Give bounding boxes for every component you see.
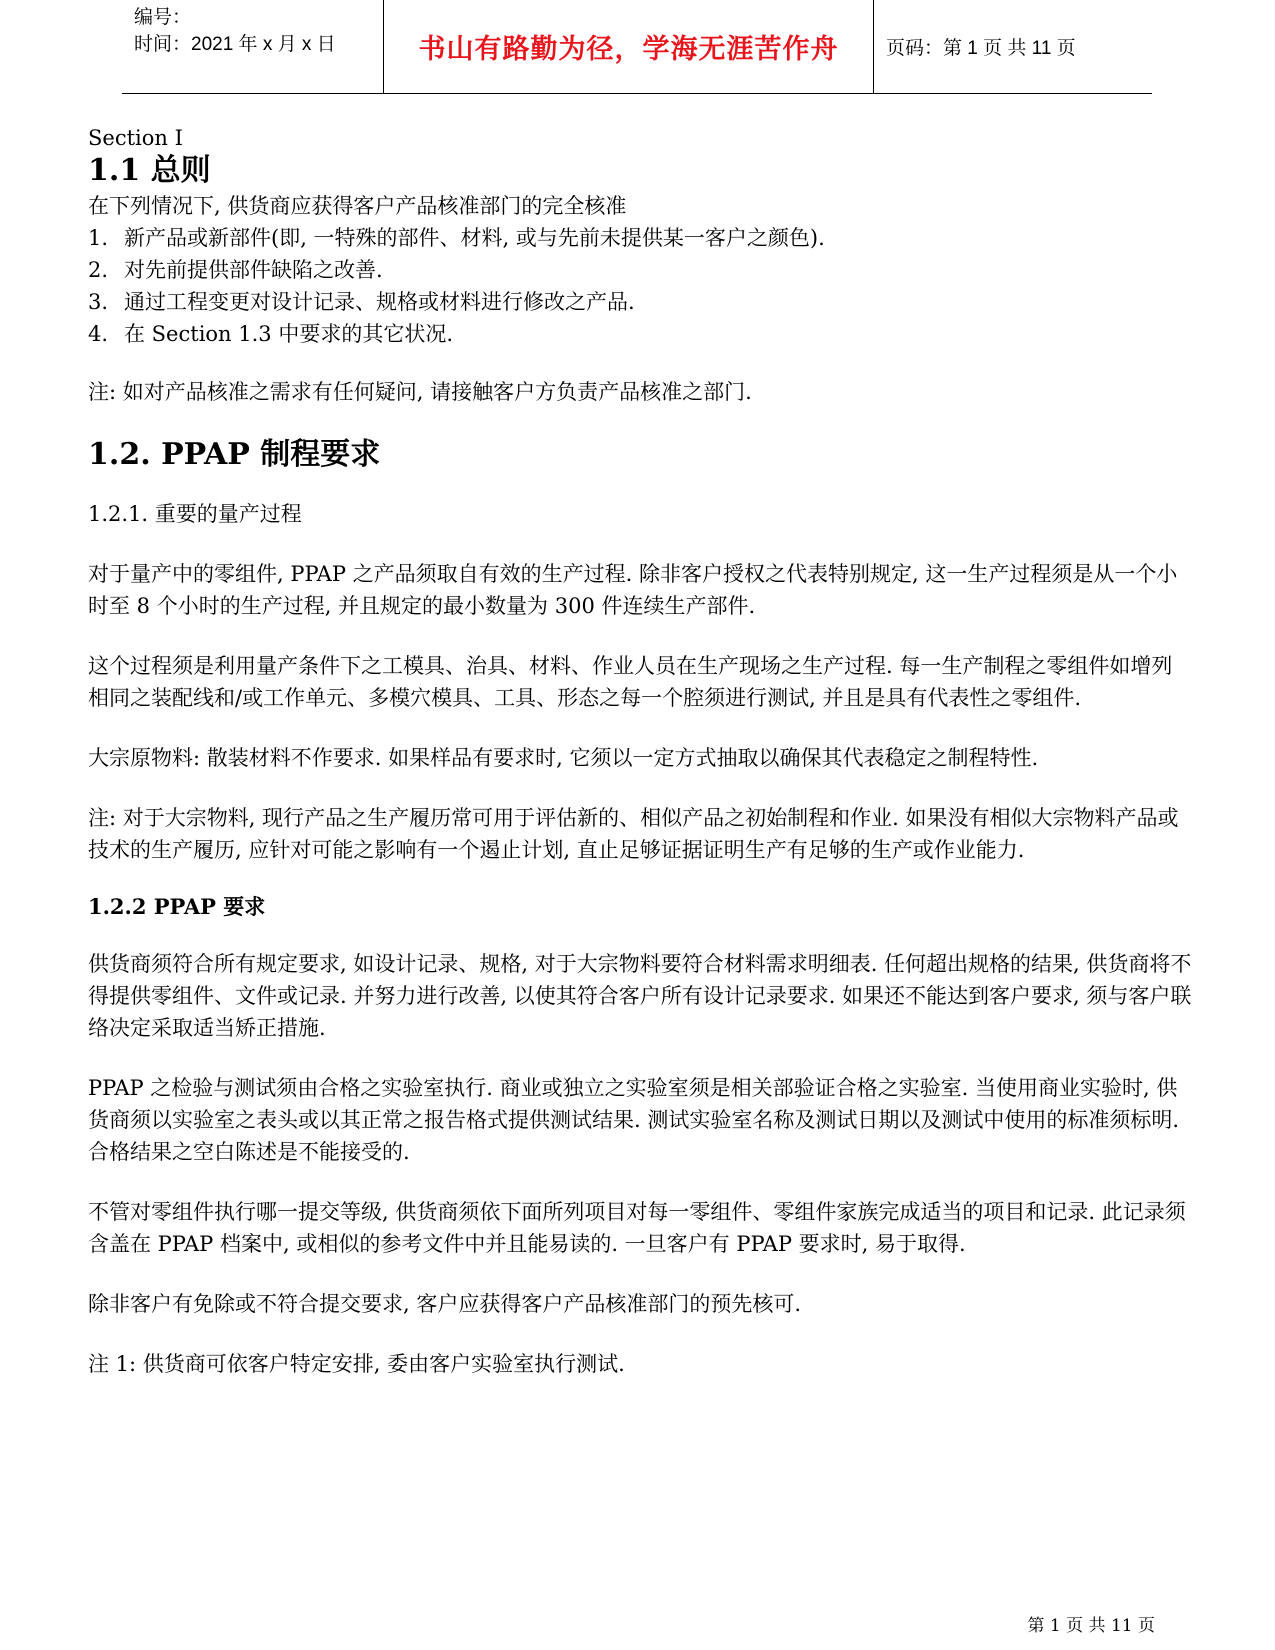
list-item [88, 286, 1193, 318]
page-header [122, 0, 1152, 94]
note-paragraph: 注: 如对产品核准之需求有任何疑问, 请接触客户方负责产品核准之部门. [88, 380, 752, 404]
list-number: 4. [88, 322, 109, 346]
heading-1-2: 1.2. PPAP 制程要求 [88, 437, 381, 472]
document-body [88, 118, 1193, 1380]
list-item [88, 318, 1193, 350]
paragraph: 这个过程须是利用量产条件下之工模具、治具、材料、作业人员在生产现场之生产过程. 每一生产制程之零组件如增列相同之装配线和/或工作单元、多模穴模具、工具、形态之每一个腔须进行测试, 并且是具有代表性之零组件. [88, 654, 1173, 710]
paragraph: PPAP 之检验与测试须由合格之实验室执行. 商业或独立之实验室须是相关部验证合格之实验室. 当使用商业实验时, 供货商须以实验室之表头或以其正常之报告格式提供测试结果. 测试实验室名称及测试日期以及测试中使用的标准须标明. 合格结果之空白陈述是不能接受的. [88, 1076, 1180, 1164]
condition-list [88, 222, 1193, 350]
paragraph: 注: 对于大宗物料, 现行产品之生产履历常可用于评估新的、相似产品之初始制程和作业. 如果没有相似大宗物料产品或技术的生产履历, 应针对可能之影响有一个遏止计划, 直止足够证据证明生产有足够的生产或作业能力. [88, 806, 1179, 862]
header-page-info: 页码：第 1 页 共 11 页 [886, 38, 1076, 59]
header-motto-cell [384, 0, 874, 93]
list-text: 新产品或新部件(即, 一特殊的部件、材料, 或与先前未提供某一客户之颜色). [124, 226, 825, 250]
subheading-1-2-2: 1.2.2 PPAP 要求 [88, 894, 266, 919]
paragraph: 大宗原物料: 散装材料不作要求. 如果样品有要求时, 它须以一定方式抽取以确保其代表稳定之制程特性. [88, 746, 1039, 770]
number-label: 编号： [134, 7, 192, 28]
paragraph: 除非客户有免除或不符合提交要求, 客户应获得客户产品核准部门的预先核可. [88, 1292, 802, 1316]
motto: 书山有路勤为径，学海无涯苦作舟 [418, 34, 839, 65]
list-text: 通过工程变更对设计记录、规格或材料进行修改之产品. [124, 290, 635, 314]
intro-paragraph: 在下列情况下, 供货商应获得客户产品核准部门的完全核准 [88, 194, 627, 218]
list-number: 1. [88, 226, 109, 250]
paragraph: 供货商须符合所有规定要求, 如设计记录、规格, 对于大宗物料要符合材料需求明细表. 任何超出规格的结果, 供货商将不得提供零组件、文件或记录. 并努力进行改善, 以使其符合客户所有设计记录要求. 如果还不能达到客户要求, 须与客户联络决定采取适当矫正措施. [88, 952, 1192, 1040]
time-label: 时间：2021 年 x 月 x 日 [134, 34, 336, 55]
list-text: 对先前提供部件缺陷之改善. [124, 258, 383, 282]
heading-1-1: 1.1 总则 [88, 153, 211, 188]
paragraph: 对于量产中的零组件, PPAP 之产品须取自有效的生产过程. 除非客户授权之代表特别规定, 这一生产过程须是从一个小时至 8 个小时的生产过程, 并且规定的最小数量为 300 件连续生产部件. [88, 562, 1178, 618]
subheading-1-2-1: 1.2.1. 重要的量产过程 [88, 502, 302, 526]
note-paragraph: 注 1: 供货商可依客户特定安排, 委由客户实验室执行测试. [88, 1352, 625, 1376]
section-label: Section Ⅰ [88, 126, 183, 150]
list-number: 2. [88, 258, 109, 282]
page-footer: 第 1 页 共 11 页 [1027, 1616, 1155, 1636]
paragraph: 不管对零组件执行哪一提交等级, 供货商须依下面所列项目对每一零组件、零组件家族完成适当的项目和记录. 此记录须含盖在 PPAP 档案中, 或相似的参考文件中并且能易读的. 一旦客户有 PPAP 要求时, 易于取得. [88, 1200, 1186, 1256]
list-text: 在 Section 1.3 中要求的其它状况. [124, 322, 453, 346]
list-item [88, 222, 1193, 254]
list-number: 3. [88, 290, 109, 314]
list-item [88, 254, 1193, 286]
header-meta [122, 0, 384, 93]
